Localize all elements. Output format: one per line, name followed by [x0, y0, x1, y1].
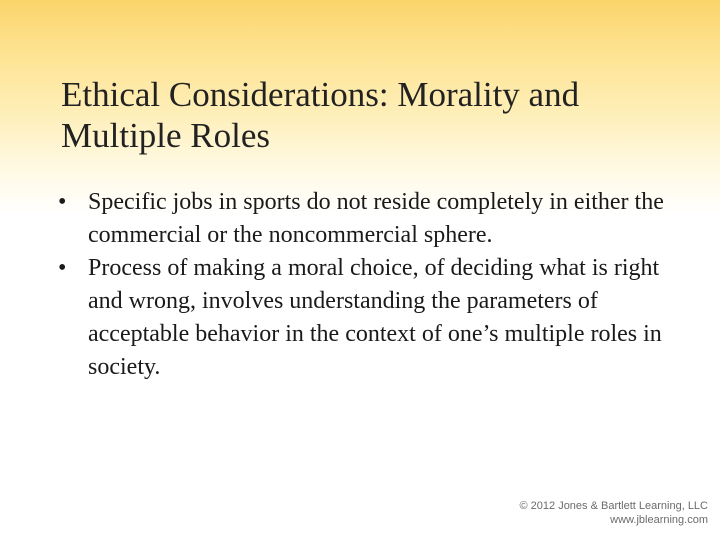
website-text: www.jblearning.com	[610, 514, 708, 526]
bullet-text: Process of making a moral choice, of deciding what is right and wrong, involves understanding the parameters of acceptable behavior in the context of one’s multiple roles in society.	[88, 255, 662, 380]
bullet-marker: •	[58, 189, 67, 215]
bullet-item	[58, 186, 678, 252]
bullet-item	[58, 252, 678, 384]
bullet-list	[58, 186, 678, 384]
slide-title: Ethical Considerations: Morality and Multiple Roles	[61, 75, 580, 155]
footer-copyright	[520, 499, 709, 527]
bullet-text: Specific jobs in sports do not reside completely in either the commercial or the noncommercial sphere.	[88, 189, 664, 248]
bullet-marker: •	[58, 255, 67, 281]
copyright-text: © 2012 Jones & Bartlett Learning, LLC	[519, 500, 708, 512]
